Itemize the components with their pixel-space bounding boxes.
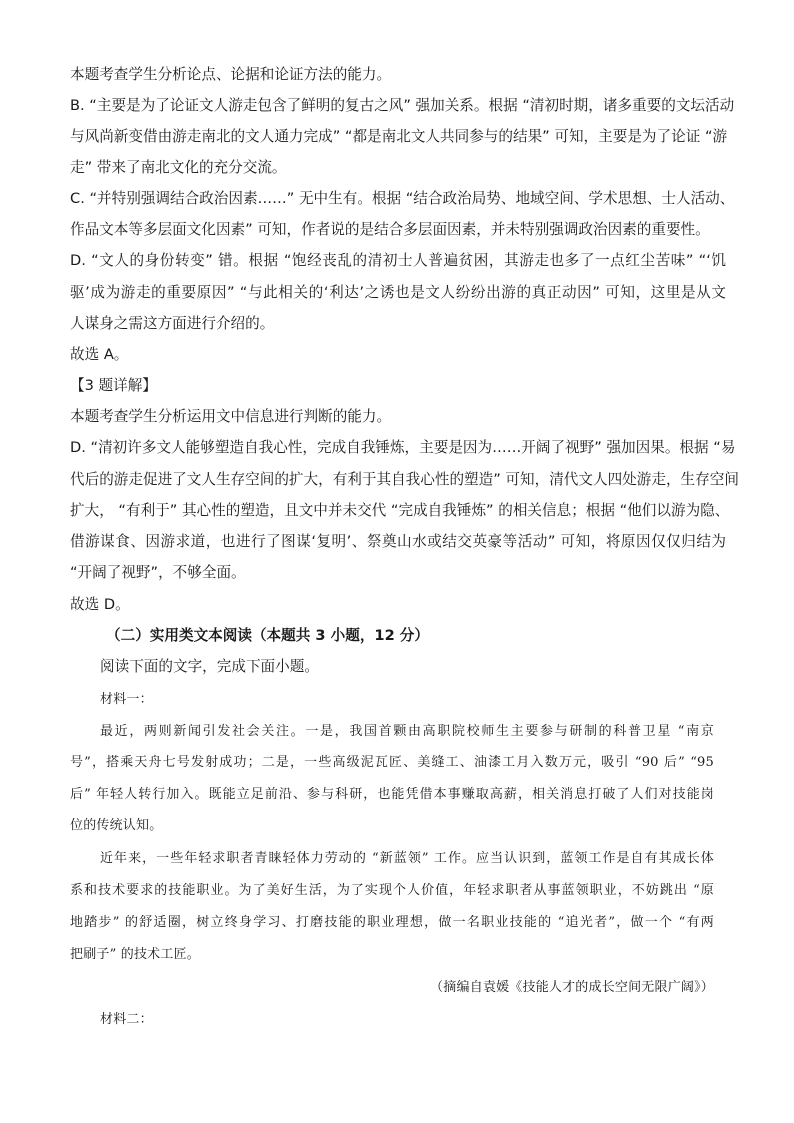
material-line: 系和技术要求的技能职业。为了美好生活，为了实现个人价值，年轻求职者从事蓝领职业，不妨跳出 “原: [70, 883, 714, 898]
text-line: 代后的游走促进了文人生存空间的扩大，有利于其自我心性的塑造” 可知，清代文人四处游走，生存空间: [70, 471, 739, 488]
text-line: 人谋身之需这方面进行介绍的。: [70, 315, 275, 332]
text-line: 作品文本等多层面文化因素” 可知，作者说的是结合多层面因素，并未特别强调政治因素的重要性。: [70, 221, 710, 238]
text-line: 故选 D。: [70, 596, 130, 613]
text-line: C. “并特别强调结合政治因素……” 无中生有。根据 “结合政治局势、地域空间、学术思想、士人活动、: [70, 190, 735, 207]
subsection-title: 【3 题详解】: [70, 377, 157, 394]
material-line: 把刷子” 的技术工匠。: [70, 947, 200, 962]
section-heading: （二）实用类文本阅读（本题共 3 小题，12 分）: [106, 627, 429, 644]
text-line: 本题考查学生分析运用文中信息进行判断的能力。: [70, 408, 392, 425]
text-line: 本题考查学生分析论点、论据和论证方法的能力。: [70, 66, 392, 83]
material-line: 位的传统认知。: [70, 818, 163, 833]
text-line: D. “清初许多文人能够塑造自我心性，完成自我锤炼，主要是因为……开阔了视野” 强加因果。根据 “易: [70, 439, 736, 456]
instruction-text: 阅读下面的文字，完成下面小题。: [100, 658, 319, 675]
material-line: 号”，搭乘天舟七号发射成功；二是，一些高级泥瓦匠、美缝工、油漆工月入数万元，吸引 “90 后” “95: [70, 755, 714, 770]
text-line: D. “文人的身份转变” 错。根据 “饱经丧乱的清初士人普遍贫困，其游走也多了一点红尘苦味” “‘饥: [70, 252, 726, 269]
text-line: B. “主要是为了论证文人游走包含了鲜明的复古之风” 强加关系。根据 “清初时期，诸多重要的文坛活动: [70, 97, 735, 114]
text-line: 驱’成为游走的重要原因” “与此相关的‘利达’之诱也是文人纷纷出游的真正动因” 可知，这里是从文: [70, 284, 726, 301]
material-label: 材料二：: [100, 1012, 153, 1027]
material-label: 材料一：: [100, 692, 153, 707]
text-line: 扩大， “有利于” 其心性的塑造，且文中并未交代 “完成自我锤炼” 的相关信息；根据 “他们以游为隐、: [70, 502, 730, 519]
text-line: 故选 A。: [70, 346, 129, 363]
material-line: 最近，两则新闻引发社会关注。一是，我国首颗由高职院校师生主要参与研制的科普卫星 “南京: [100, 724, 714, 739]
text-line: 走” 带来了南北文化的充分交流。: [70, 159, 287, 176]
material-line: 后” 年轻人转行加入。既能立足前沿、参与科研，也能凭借本事赚取高薪，相关消息打破了人们对技能岗: [70, 787, 714, 802]
text-line: 借游谋食、因游求道，也进行了图谋‘复明’、祭奠山水或结交英豪等活动” 可知，将原因仅仅归结为: [70, 533, 726, 550]
text-line: 与风尚新变借由游走南北的文人通力完成” “都是南北文人共同参与的结果” 可知，主要是为了论证 “游: [70, 128, 728, 145]
material-source: （摘编自袁媛《技能人才的成长空间无限广阔》）: [430, 980, 714, 995]
material-line: 近年来，一些年轻求职者青睐轻体力劳动的 “新蓝领” 工作。应当认识到，蓝领工作是自有其成长体: [100, 851, 714, 866]
material-line: 地踏步” 的舒适圈，树立终身学习、打磨技能的职业理想，做一名职业技能的 “追光者”，做一个 “有两: [70, 915, 714, 930]
text-line: “开阔了视野”，不够全面。: [70, 564, 246, 581]
